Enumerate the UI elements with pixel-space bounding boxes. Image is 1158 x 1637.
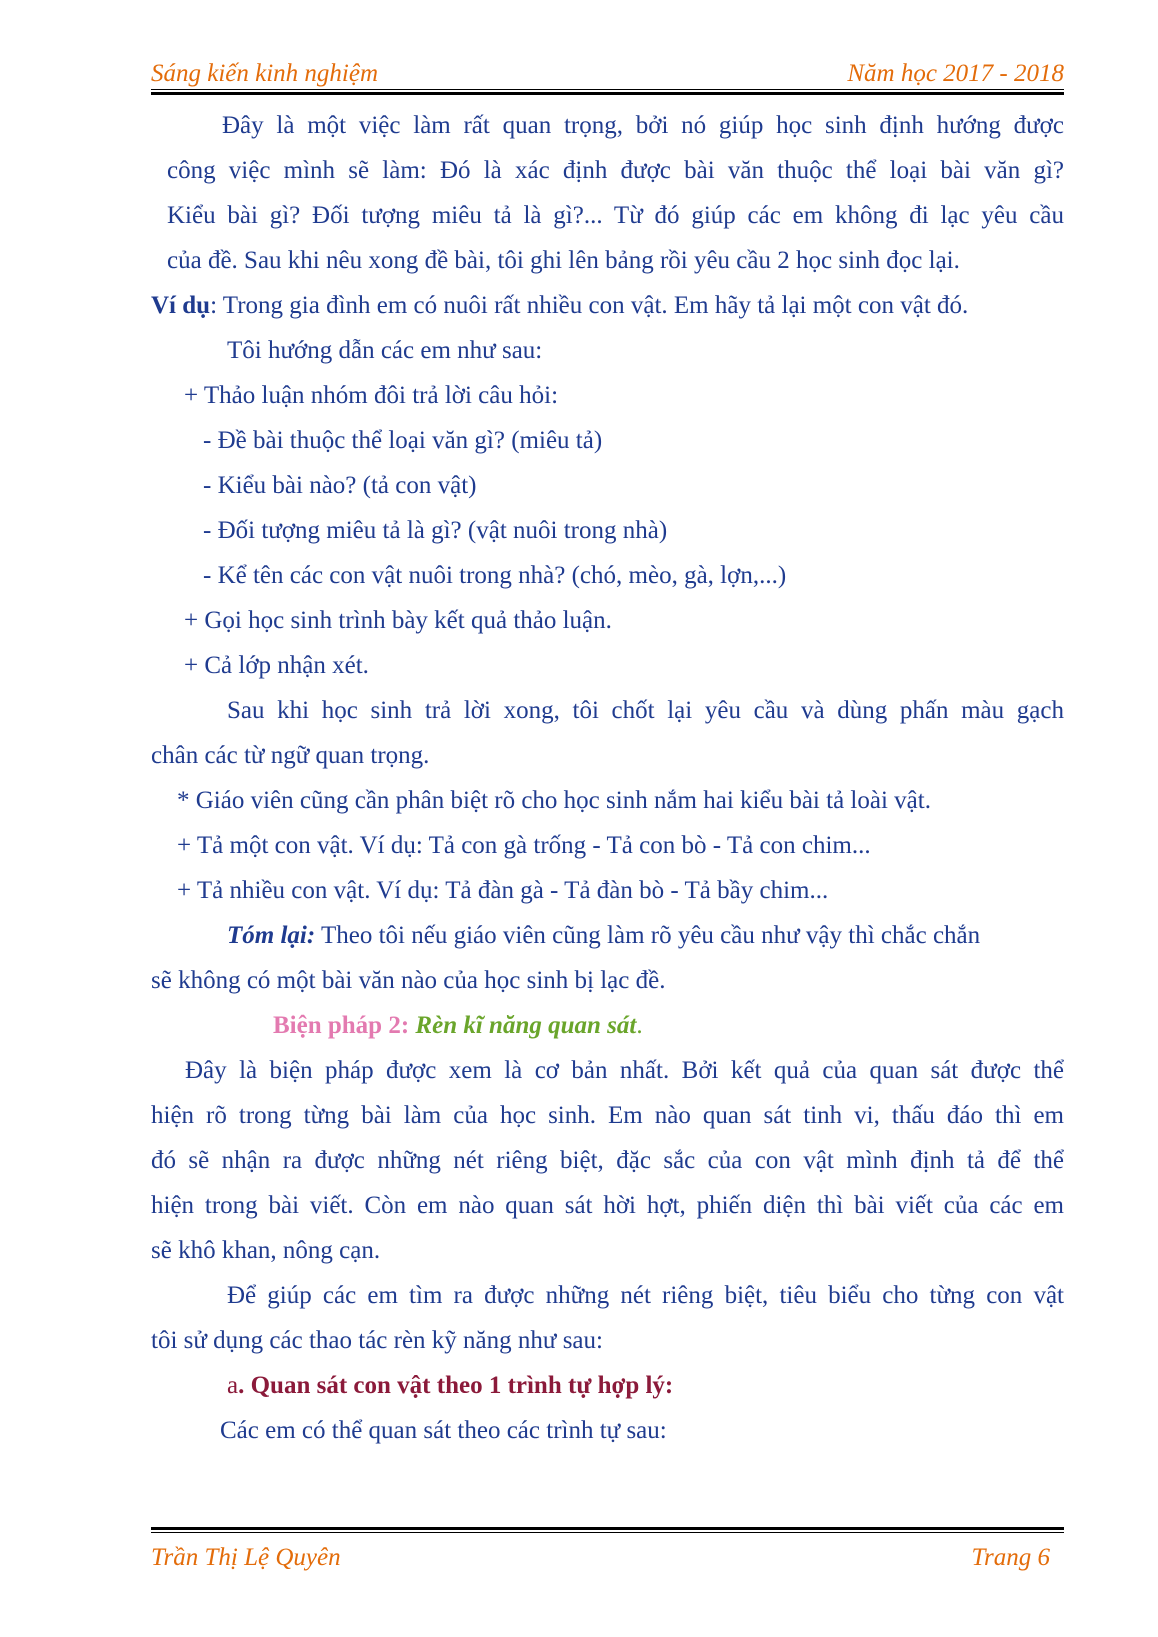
- footer-author: Trần Thị Lệ Quyên: [151, 1544, 341, 1571]
- header-school-year: Năm học 2017 - 2018: [847, 60, 1064, 87]
- page-footer: [151, 1544, 1064, 1578]
- paragraph-line: Đây là một việc làm rất quan trọng, bởi nó giúp học sinh định hướng được: [222, 112, 1064, 139]
- paragraph-line: Kiểu bài gì? Đối tượng miêu tả là gì?... Từ đó giúp các em không đi lạc yêu cầu: [167, 202, 1064, 229]
- example-label: Ví dụ: [151, 292, 211, 319]
- paragraph-line: Để giúp các em tìm ra được những nét riêng biệt, tiêu biểu cho từng con vật: [227, 1282, 1064, 1309]
- summary-text: Theo tôi nếu giáo viên cũng làm rõ yêu cầu như vậy thì chắc chắn: [315, 922, 981, 949]
- header-rule-thick: [151, 92, 1064, 95]
- summary-line: sẽ không có một bài văn nào của học sinh bị lạc đề.: [151, 967, 666, 994]
- paragraph-line: hiện rõ trong từng bài làm của học sinh. Em nào quan sát tinh vi, thấu đáo thì em: [151, 1102, 1064, 1129]
- paragraph-line: sẽ khô khan, nông cạn.: [151, 1237, 381, 1264]
- footer-rule-thick: [151, 1527, 1064, 1530]
- footer-rule-thin: [151, 1532, 1064, 1533]
- question-item: - Đối tượng miêu tả là gì? (vật nuôi trong nhà): [203, 517, 668, 544]
- paragraph-line: của đề. Sau khi nêu xong đề bài, tôi ghi lên bảng rồi yêu cầu 2 học sinh đọc lại.: [167, 247, 960, 274]
- paragraph-line: chân các từ ngữ quan trọng.: [151, 742, 430, 769]
- type-item: + Tả nhiều con vật. Ví dụ: Tả đàn gà - Tả đàn bò - Tả bầy chim...: [177, 877, 829, 904]
- paragraph-line: đó sẽ nhận ra được những nét riêng biệt, đặc sắc của con vật mình định tả để thể: [151, 1147, 1064, 1174]
- step-item: + Cả lớp nhận xét.: [184, 652, 369, 679]
- subheading-a: [227, 1371, 673, 1401]
- paragraph-line: công việc mình sẽ làm: Đó là xác định được bài văn thuộc thể loại bài văn gì?: [167, 157, 1064, 184]
- measure-title: Rèn kĩ năng quan sát: [415, 1012, 637, 1039]
- question-item: - Đề bài thuộc thể loại văn gì? (miêu tả): [203, 427, 603, 454]
- teacher-note: * Giáo viên cũng cần phân biệt rõ cho học sinh nắm hai kiểu bài tả loài vật.: [177, 787, 931, 814]
- question-item: - Kiểu bài nào? (tả con vật): [203, 472, 477, 499]
- question-item: - Kể tên các con vật nuôi trong nhà? (chó, mèo, gà, lợn,...): [203, 562, 787, 589]
- paragraph-line: Sau khi học sinh trả lời xong, tôi chốt lại yêu cầu và dùng phấn màu gạch: [227, 697, 1064, 724]
- header-rule-thin: [151, 89, 1064, 90]
- example-line: [151, 291, 968, 321]
- paragraph-line: tôi sử dụng các thao tác rèn kỹ năng như sau:: [151, 1327, 603, 1354]
- paragraph-line: hiện trong bài viết. Còn em nào quan sát hời hợt, phiến diện thì bài viết của các em: [151, 1192, 1064, 1219]
- summary-label: Tóm lại:: [227, 922, 316, 949]
- type-item: + Tả một con vật. Ví dụ: Tả con gà trống - Tả con bò - Tả con chim...: [177, 832, 871, 859]
- measure-dot: .: [636, 1012, 643, 1039]
- subheading-title: . Quan sát con vật theo 1 trình tự hợp lý:: [238, 1372, 674, 1399]
- subheading-letter: a: [227, 1372, 239, 1399]
- header-title: Sáng kiến kinh nghiệm: [151, 60, 379, 87]
- paragraph-line: Các em có thể quan sát theo các trình tự sau:: [220, 1417, 667, 1444]
- step-item: + Gọi học sinh trình bày kết quả thảo luận.: [184, 607, 612, 634]
- measure-heading: [273, 1011, 643, 1041]
- guide-line: Tôi hướng dẫn các em như sau:: [227, 337, 543, 364]
- example-text: : Trong gia đình em có nuôi rất nhiều con vật. Em hãy tả lại một con vật đó.: [210, 292, 969, 319]
- paragraph-line: Đây là biện pháp được xem là cơ bản nhất. Bởi kết quả của quan sát được thể: [185, 1057, 1064, 1084]
- page-header: [151, 58, 1064, 92]
- summary-line: [227, 921, 980, 951]
- discussion-instruction: + Thảo luận nhóm đôi trả lời câu hỏi:: [184, 382, 559, 409]
- measure-label: Biện pháp 2:: [273, 1012, 410, 1039]
- footer-page-number: Trang 6: [971, 1544, 1050, 1571]
